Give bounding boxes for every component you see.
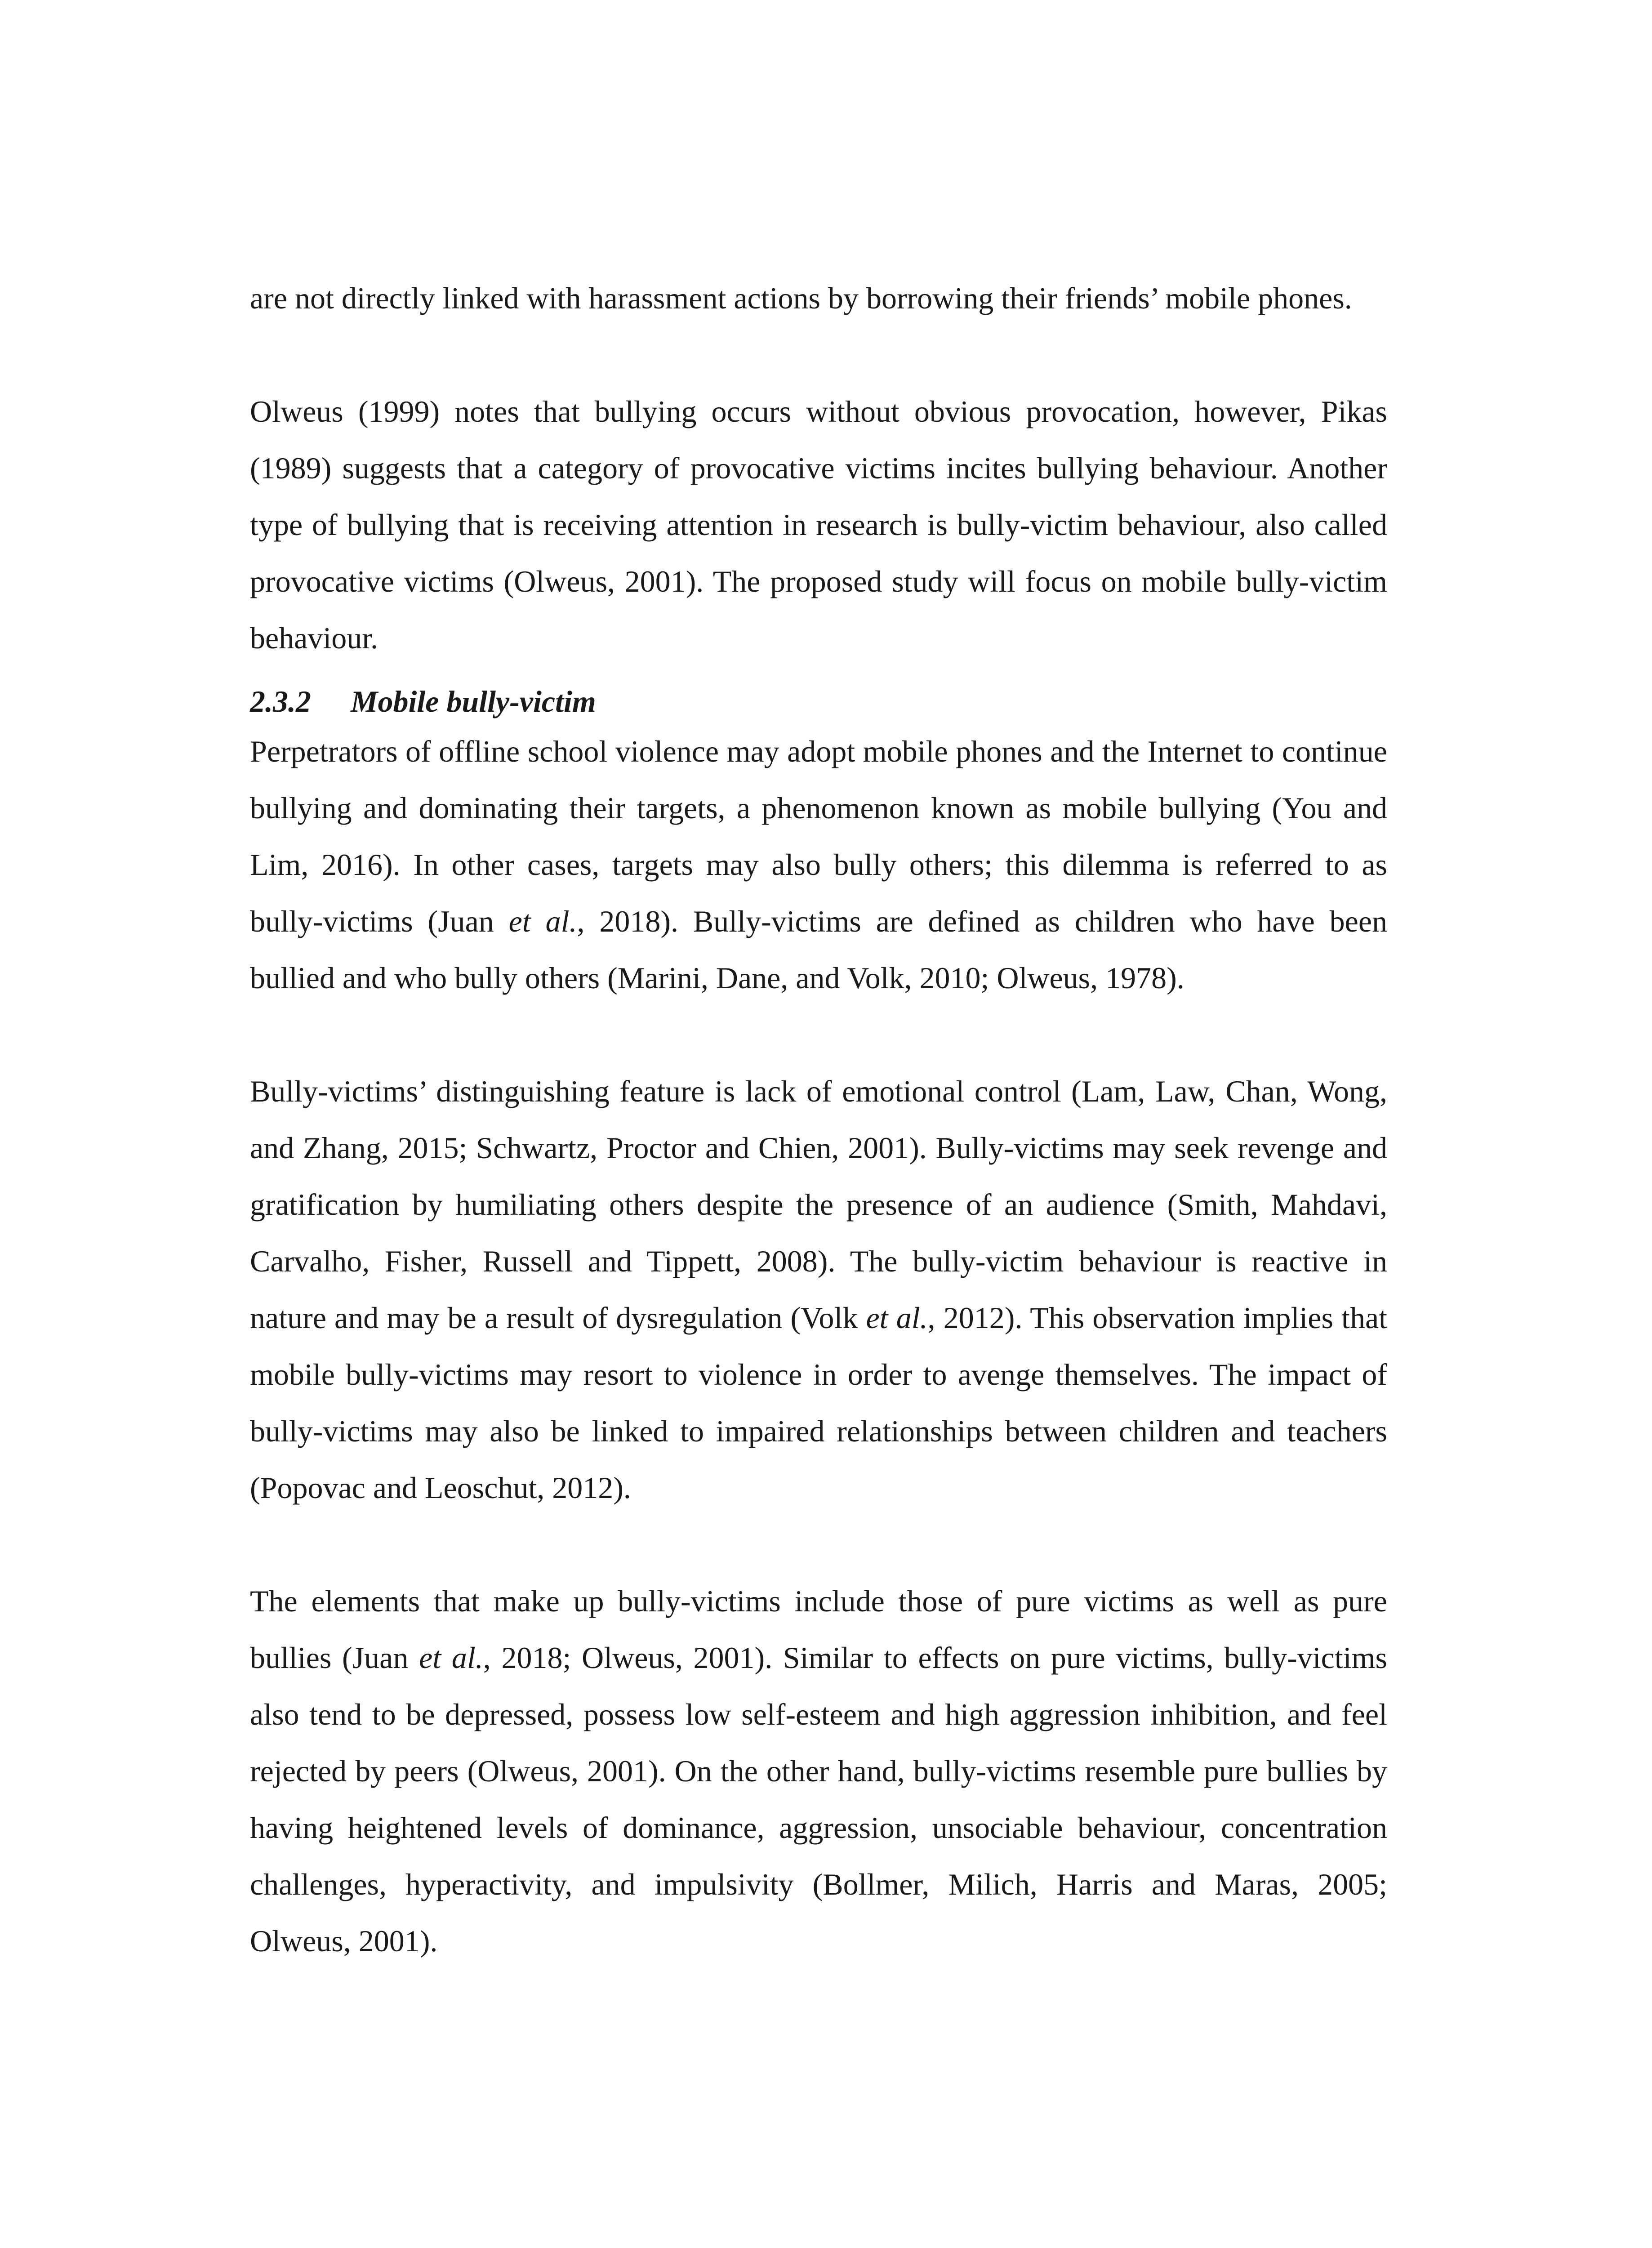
paragraph-spacer (250, 326, 1387, 383)
paragraph-distinguishing-feature: Bully-victims’ distinguishing feature is lack of emotional control (Lam, Law, Chan, Wong, and Zhang, 2015; Schwartz, Proctor and Chien, 2001). Bully-victims may seek revenge and gratification by humiliating others despite the presence of an audience (Smith, Mahdavi, Carvalho, Fisher, Russell and Tippett, 2008). The bully-victim behaviour is reactive in nature and may be a result of dysregulation (Volk et al., 2012). This observation implies that mobile bully-victims may resort to violence in order to avenge themselves. The impact of bully-victims may also be linked to impaired relationships between children and teachers (Popovac and Leoschut, 2012). (250, 1074, 1388, 1505)
paragraph-continuation: are not directly linked with harassment actions by borrowing their friends’ mobile phones. (250, 281, 1352, 315)
section-title: Mobile bully-victim (351, 684, 596, 718)
section-number: 2.3.2 (250, 684, 311, 718)
paragraph-olweus: Olweus (1999) notes that bullying occurs without obvious provocation, however, Pikas (1989) suggests that a category of provocative victims incites bullying behaviour. Another type of bullying that is receiving attention in research is bully-victim behaviour, also called provocative victims (Olweus, 2001). The proposed study will focus on mobile bully-victim behaviour. (250, 394, 1387, 655)
citation-et-al: et al. (866, 1301, 928, 1335)
citation-et-al: et al. (419, 1641, 483, 1675)
page-body (250, 270, 1387, 1969)
section-heading (250, 680, 1387, 723)
paragraph-perpetrators: Perpetrators of offline school violence may adopt mobile phones and the Internet to continue bullying and dominating their targets, a phenomenon known as mobile bullying (You and Lim, 2016). In other cases, targets may also bully others; this dilemma is referred to as bully-victims (Juan et al., 2018). Bully-victims are defined as children who have been bullied and who bully others (Marini, Dane, and Volk, 2010; Olweus, 1978). (250, 734, 1388, 995)
paragraph-elements: The elements that make up bully-victims include those of pure victims as well as pure bullies (Juan et al., 2018; Olweus, 2001). Similar to effects on pure victims, bully-victims also tend to be depressed, possess low self-esteem and high aggression inhibition, and feel rejected by peers (Olweus, 2001). On the other hand, bully-victims resemble pure bullies by having heightened levels of dominance, aggression, unsociable behaviour, concentration challenges, hyperactivity, and impulsivity (Bollmer, Milich, Harris and Maras, 2005; Olweus, 2001). (250, 1584, 1387, 1958)
paragraph-spacer (250, 1516, 1387, 1573)
paragraph-spacer (250, 1006, 1387, 1063)
citation-et-al: et al. (508, 904, 577, 938)
